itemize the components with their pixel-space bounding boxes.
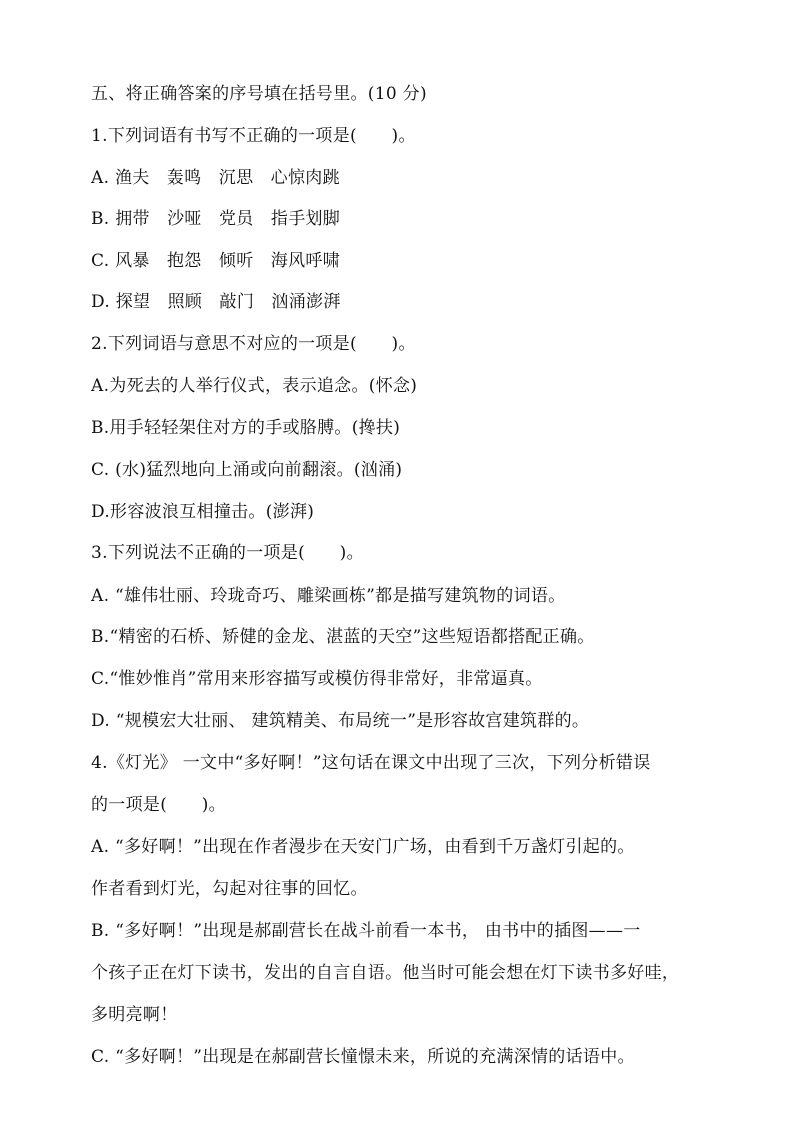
question-1-option-c: C. 风暴 抱怨 倾听 海风呼啸 — [91, 251, 341, 271]
question-4-option-b-cont-2: 多明亮啊！ — [91, 1005, 178, 1025]
question-2-option-d: D.形容波浪互相撞击。(澎湃) — [91, 502, 315, 522]
question-2-option-a: A.为死去的人举行仪式，表示追念。(怀念) — [91, 376, 418, 396]
question-3-option-d: D. “规模宏大壮丽、 建筑精美、布局统一”是形容故宫建筑群的。 — [91, 711, 590, 731]
question-1-option-b: B. 拥带 沙哑 党员 指手划脚 — [91, 209, 341, 229]
question-3-option-c: C.“惟妙惟肖”常用来形容描写或模仿得非常好，非常逼真。 — [91, 669, 543, 689]
question-4-option-a-cont: 作者看到灯光，勾起对往事的回忆。 — [91, 879, 368, 899]
question-3-option-a: A. “雄伟壮丽、玲珑奇巧、雕梁画栋”都是描写建筑物的词语。 — [91, 586, 566, 606]
question-2-option-b: B.用手轻轻架住对方的手或胳膊。(搀扶) — [91, 418, 401, 438]
question-4-option-b-cont: 个孩子正在灯下读书，发出的自言自语。他当时可能会想在灯下读书多好哇， — [91, 963, 680, 983]
question-4-stem-line-2: 的一项是( )。 — [91, 795, 226, 815]
question-3-stem: 3.下列说法不正确的一项是( )。 — [91, 543, 364, 563]
question-1-option-d: D. 探望 照顾 敲门 汹涌澎湃 — [91, 292, 341, 312]
question-2-option-c: C. (水)猛烈地向上涌或向前翻滚。(汹涌) — [91, 460, 403, 480]
question-1-option-a: A. 渔夫 轰鸣 沉思 心惊肉跳 — [91, 168, 340, 188]
question-4-stem-line-1: 4.《灯光》 一文中“多好啊！”这句话在课文中出现了三次，下列分析错误 — [91, 753, 651, 773]
question-3-option-b: B.“精密的石桥、矫健的金龙、湛蓝的天空”这些短语都搭配正确。 — [91, 627, 595, 647]
question-1-stem: 1.下列词语有书写不正确的一项是( )。 — [91, 126, 416, 146]
question-2-stem: 2.下列词语与意思不对应的一项是( )。 — [91, 334, 416, 354]
question-4-option-b: B. “多好啊！”出现是郝副营长在战斗前看一本书， 由书中的插图——一 — [91, 921, 641, 941]
question-4-option-c: C. “多好啊！”出现是在郝副营长憧憬未来，所说的充满深情的话语中。 — [91, 1047, 635, 1067]
question-4-option-a: A. “多好啊！”出现在作者漫步在天安门广场，由看到千万盏灯引起的。 — [91, 837, 635, 857]
section-title: 五、将正确答案的序号填在括号里。(10 分) — [91, 84, 427, 104]
